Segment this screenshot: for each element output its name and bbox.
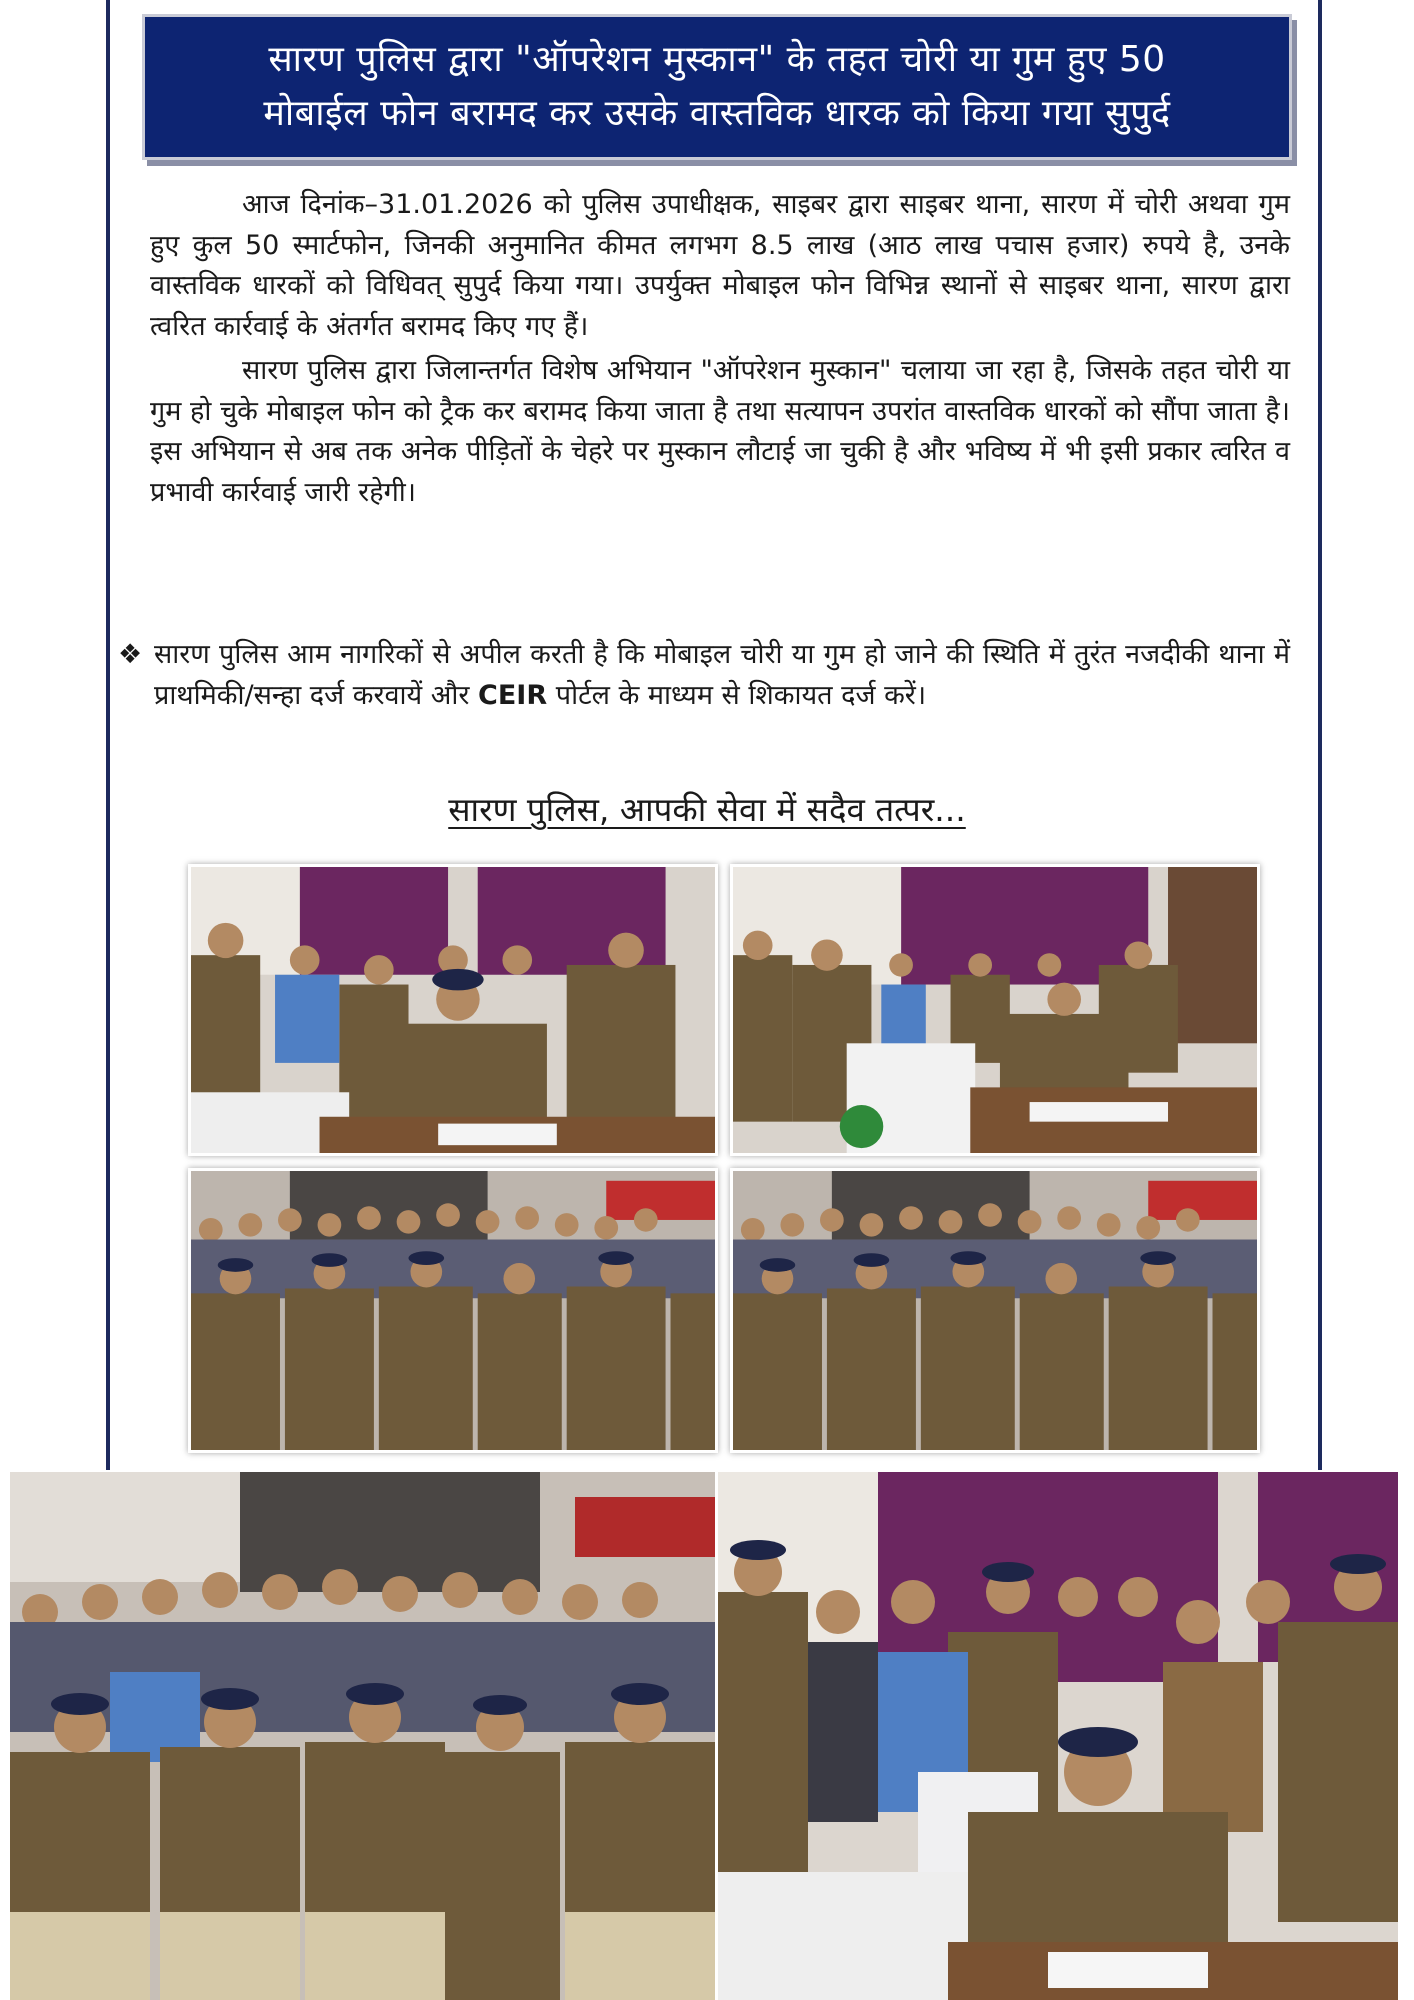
page-border-left — [106, 0, 110, 1470]
headline-line-1: सारण पुलिस द्वारा "ऑपरेशन मुस्कान" के तहत चोरी या गुम हुए 50 — [268, 39, 1166, 80]
large-photo-group-with-phones — [10, 1472, 715, 2000]
paragraph-1-text: आज दिनांक–31.01.2026 को पुलिस उपाधीक्षक, साइबर द्वारा साइबर थाना, सारण में चोरी अथवा गुम हुए कुल 50 स्मार्टफोन, जिनकी अनुमानित कीमत लगभग 8.5 लाख (आठ लाख पचास हजार) रुपये है, उनके वास्तविक धारकों को विधिवत् सुपुर्द किया गया। उपर्युक्त मोबाइल फोन विभिन्न स्थानों से साइबर थाना, सारण द्वारा त्वरित कार्रवाई के अंतर्गत बरामद किए गए हैं। — [150, 189, 1290, 342]
diamond-bullet-icon: ❖ — [118, 639, 143, 670]
photo-seated-officer-team-2 — [730, 864, 1260, 1156]
page-border-right — [1318, 0, 1322, 1470]
ceir-label: CEIR — [478, 679, 548, 711]
photo-group-with-phones-1 — [188, 1168, 718, 1453]
large-photo-seated-officer — [718, 1472, 1398, 2000]
tagline-text: सारण पुलिस, आपकी सेवा में सदैव तत्पर... — [448, 790, 966, 829]
public-appeal — [118, 635, 1290, 716]
paragraph-2-text: सारण पुलिस द्वारा जिलान्तर्गत विशेष अभियान "ऑपरेशन मुस्कान" चलाया जा रहा है, जिसके तहत चोरी या गुम हो चुके मोबाइल फोन को ट्रैक कर बरामद किया जाता है तथा सत्यापन उपरांत वास्तविक धारकों को सौंपा जाता है। इस अभियान से अब तक अनेक पीड़ितों के चेहरे पर मुस्कान लौटाई जा चुकी है और भविष्य में भी इसी प्रकार त्वरित व प्रभावी कार्रवाई जारी रहेगी। — [150, 355, 1290, 508]
press-release-body — [150, 185, 1290, 513]
headline-banner — [142, 14, 1292, 160]
paragraph-2 — [150, 351, 1290, 513]
paragraph-1 — [150, 185, 1290, 347]
tagline — [0, 786, 1414, 831]
photo-seated-officer-team-1 — [188, 864, 718, 1156]
appeal-text: सारण पुलिस आम नागरिकों से अपील करती है कि मोबाइल चोरी या गुम हो जाने की स्थिति में तुरंत नजदीकी थाना में प्राथमिकी/सन्हा दर्ज करवायें और CEIR पोर्टल के माध्यम से शिकायत दर्ज करें। — [154, 639, 1290, 711]
headline-line-2: मोबाईल फोन बरामद कर उसके वास्तविक धारक को किया गया सुपुर्द — [263, 93, 1171, 134]
photo-group-with-phones-2 — [730, 1168, 1260, 1453]
